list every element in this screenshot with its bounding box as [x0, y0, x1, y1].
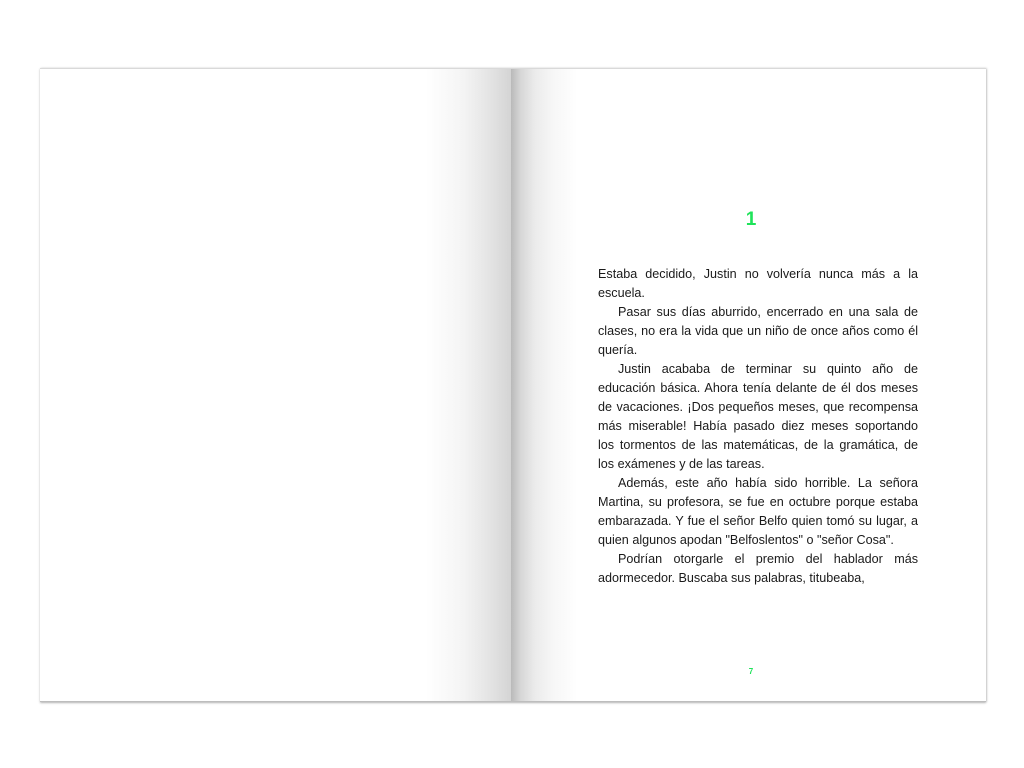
paragraph: Pasar sus días aburrido, encerrado en una sala de clases, no era la vida que un niño de once años como él quería.	[598, 305, 918, 357]
paragraph: Podrían otorgarle el premio del hablador más adormecedor. Buscaba sus palabras, titubeaba,	[598, 552, 918, 585]
chapter-number: 1	[745, 209, 757, 230]
right-page[interactable]	[511, 69, 986, 701]
paragraph: Además, este año había sido horrible. La señora Martina, su profesora, se fue en octubre porque estaba embarazada. Y fue el señor Belfo quien tomó su lugar, a quien algunos apodan "Belfoslentos" o "señor Cosa".	[598, 476, 918, 547]
paragraph: Justin acababa de terminar su quinto año de educación básica. Ahora tenía delante de él dos meses de vacaciones. ¡Dos pequeños meses, que recompensa más miserable! Había pasado diez meses soportando los tormentos de las matemáticas, de la gramática, de los exámenes y de las tareas.	[598, 362, 918, 471]
open-book	[40, 68, 986, 702]
paragraph: Estaba decidido, Justin no volvería nunca más a la escuela.	[598, 267, 918, 300]
page-number: 7	[748, 667, 754, 676]
chapter-text	[598, 265, 918, 588]
left-page[interactable]	[40, 69, 511, 701]
